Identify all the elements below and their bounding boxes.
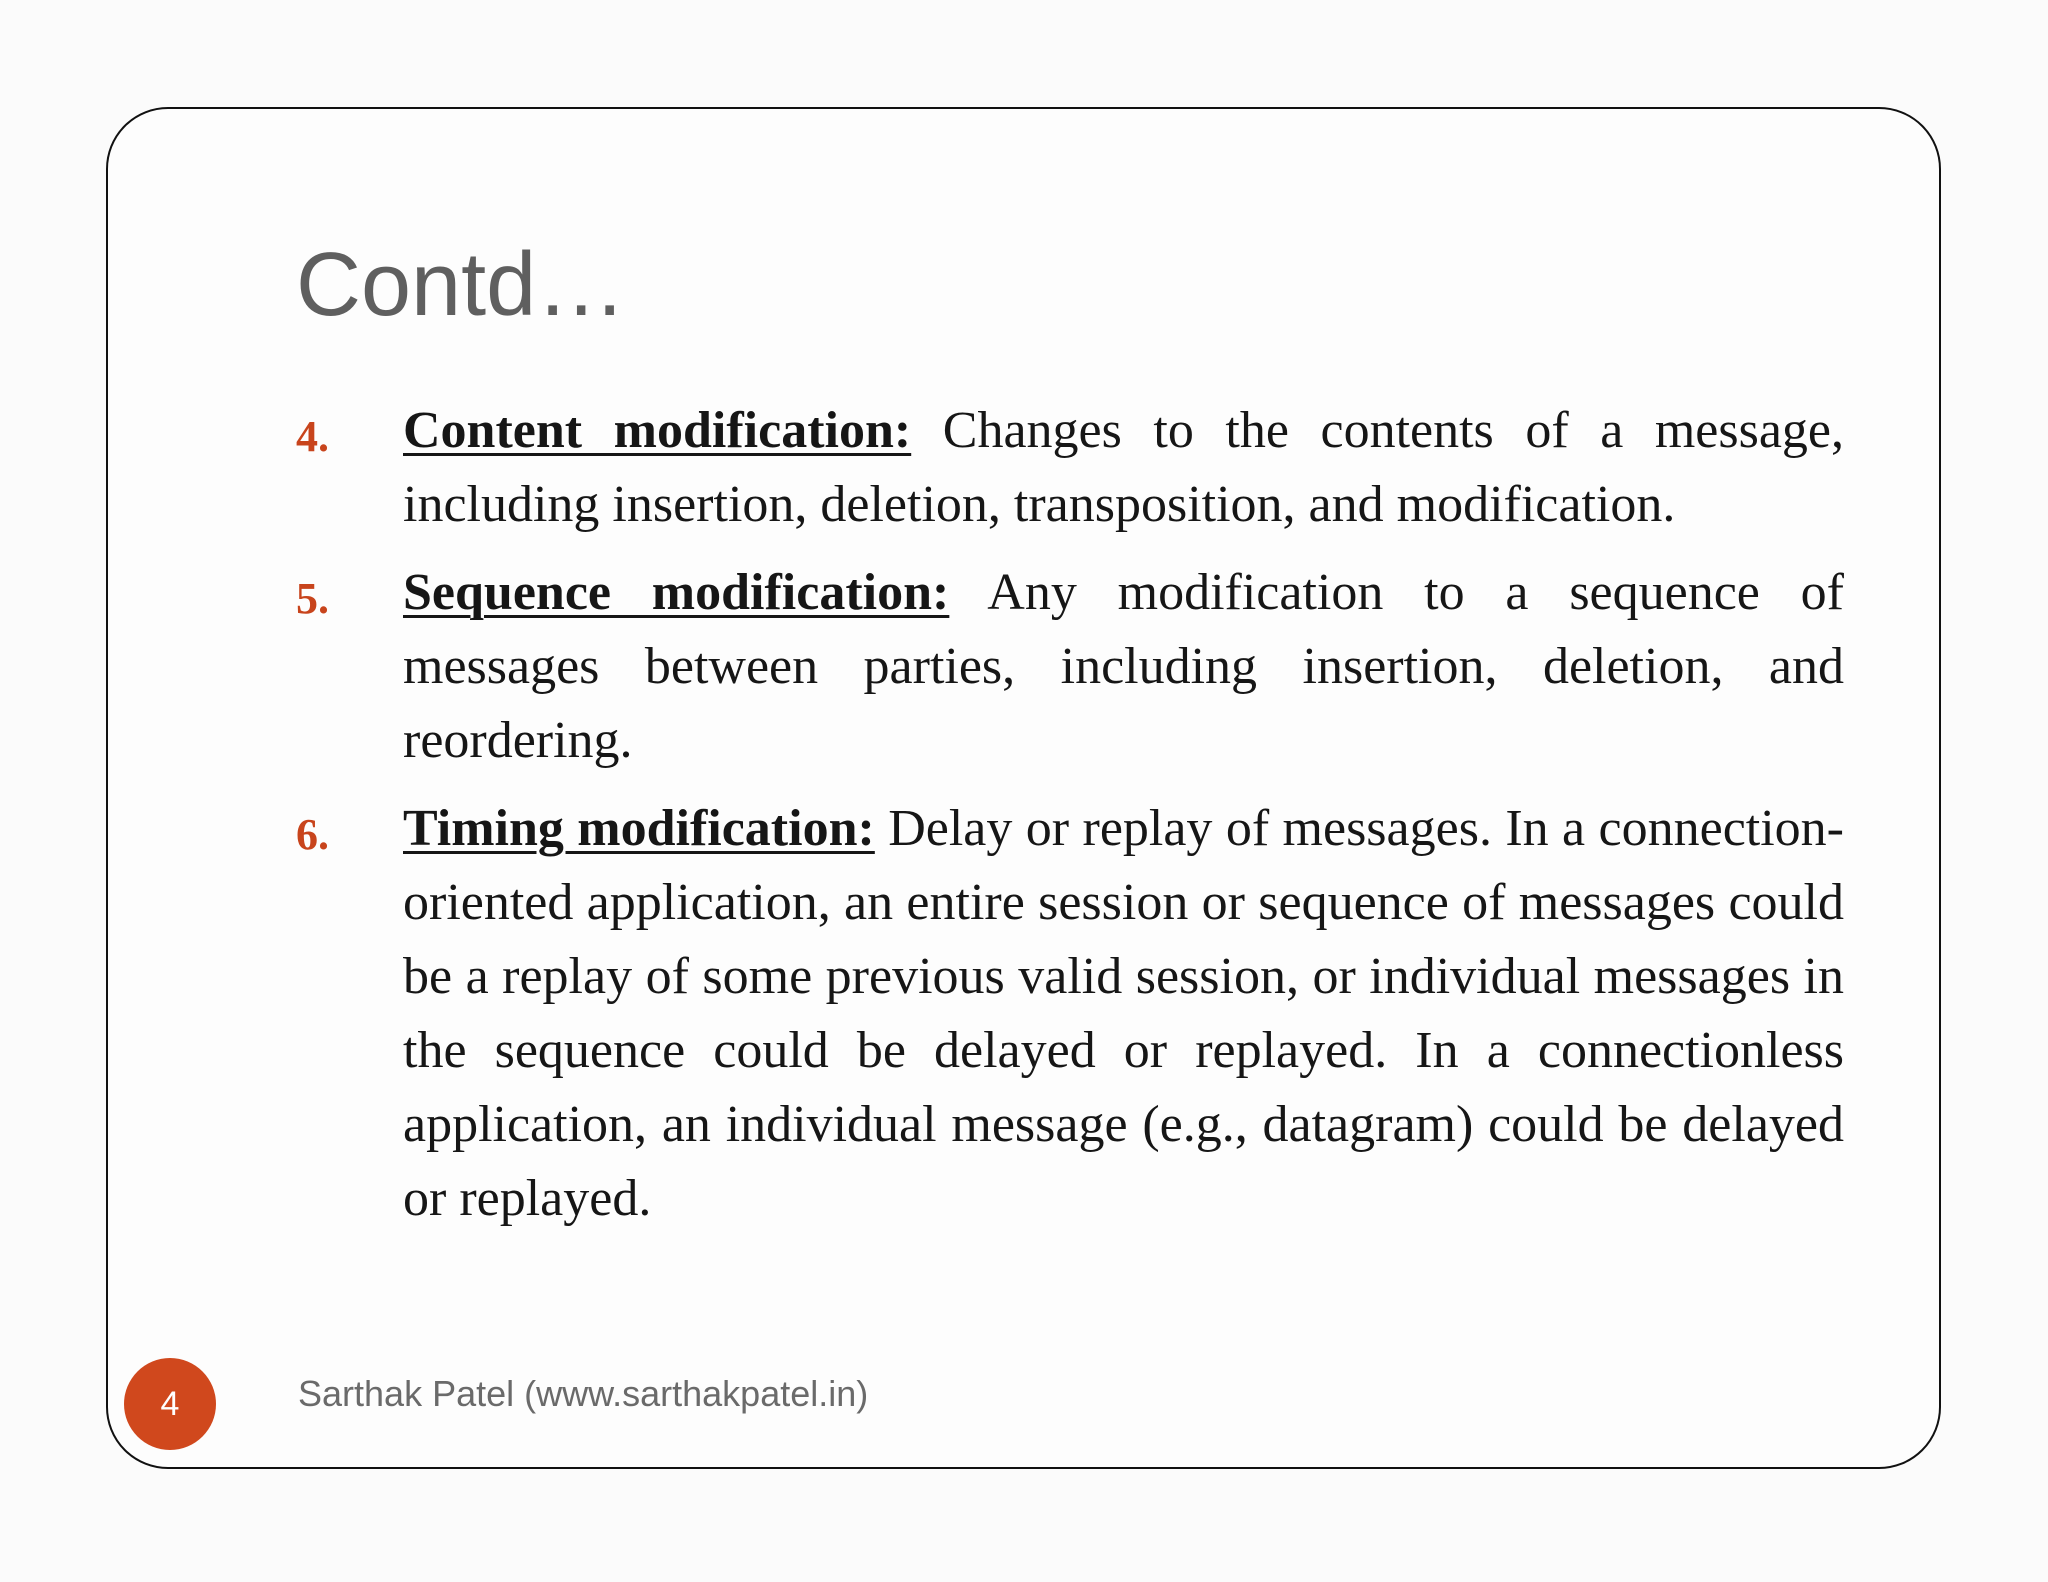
list-item-timing-modification — [296, 792, 1844, 1236]
item-number: 4. — [296, 412, 329, 461]
item-description: Any modification to a sequence of messages between parties, including insertion, deletion, and reordering. — [403, 564, 1845, 769]
slide-title: Contd… — [296, 235, 627, 335]
list-item-content-modification — [296, 394, 1844, 542]
item-number: 6. — [296, 810, 329, 859]
item-description: Delay or replay of messages. In a connection-oriented application, an entire session or sequence of messages could be a replay of some previous valid session, or individual messages in the sequence could be delayed or replayed. In a connectionless application, an individual message (e.g., datagram) could be delayed or replayed. — [403, 800, 1844, 1227]
page-number-badge: 4 — [124, 1358, 216, 1450]
item-text — [403, 394, 1844, 542]
item-text — [403, 792, 1844, 1236]
item-term: Timing modification: — [403, 800, 875, 857]
item-term: Sequence modification: — [403, 564, 950, 621]
item-description: Changes to the contents of a message, including insertion, deletion, transposition, and modification. — [403, 402, 1845, 533]
list-item-sequence-modification — [296, 556, 1844, 778]
content-list — [296, 394, 1844, 1250]
footer-author: Sarthak Patel (www.sarthakpatel.in) — [298, 1373, 869, 1414]
item-term: Content modification: — [403, 402, 912, 459]
item-text — [403, 556, 1844, 778]
item-number: 5. — [296, 574, 329, 623]
